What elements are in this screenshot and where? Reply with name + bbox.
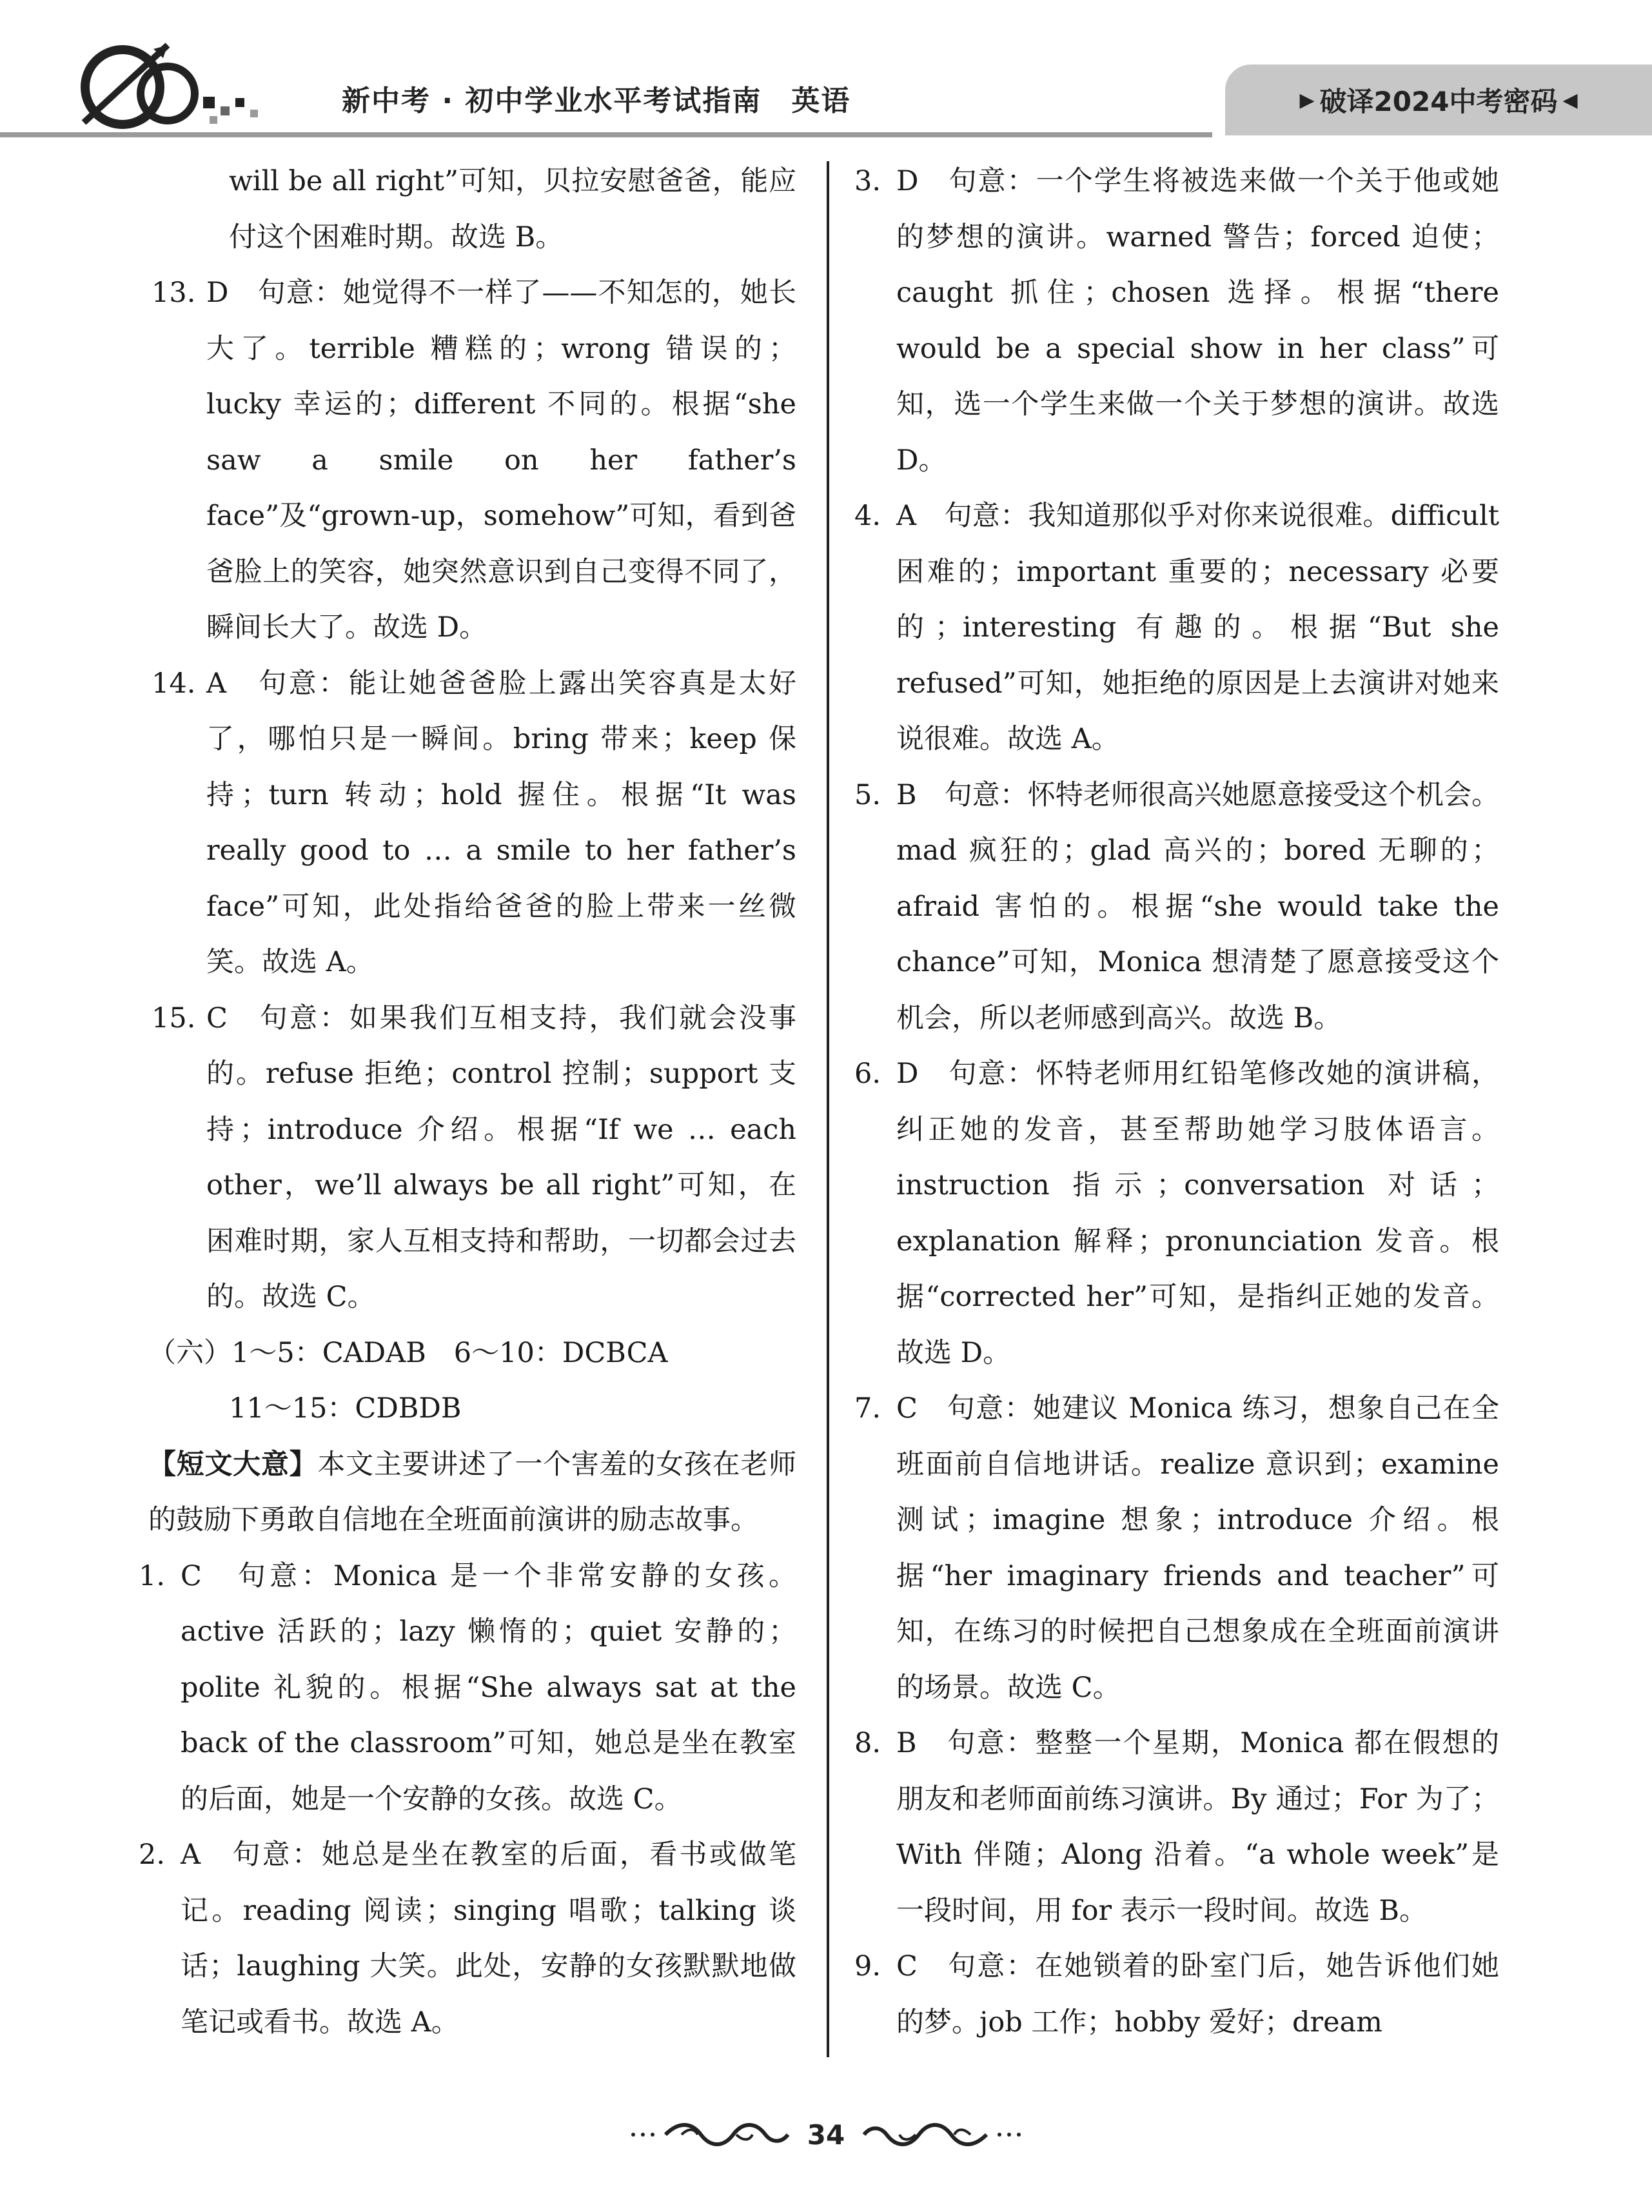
item-number: 13. (152, 277, 196, 309)
item-text: D 句意：怀特老师用红铅笔修改她的演讲稿，纠正她的发音，甚至帮助她学习肢体语言。instruction 指示；conversation 对话；explanation 解释；pronunciation 发音。根据“corrected her”可知，是指纠正她的发音。故选 D。 (896, 1058, 1499, 1369)
item-text: A 句意：能让她爸爸脸上露出笑容真是太好了，哪怕只是一瞬间。bring 带来；keep 保持；turn 转动；hold 握住。根据“It was really good to … a smile to her father’s face”可知，此处指给爸爸的脸上带来一丝微笑。故选 A。 (206, 667, 796, 978)
item-number: 3. (854, 165, 881, 197)
ornament-right-icon (858, 2118, 1025, 2151)
continued-answer-12: will be all right”可知，贝拉安慰爸爸，能应付这个困难时期。故选 B。 (229, 165, 796, 253)
item-number: 14. (152, 667, 196, 700)
header-tab-text: 破译2024中考密码 (1319, 86, 1558, 117)
item-number: 7. (854, 1392, 881, 1425)
answer-item-13 (152, 265, 796, 656)
item-text: B 句意：整整一个星期，Monica 都在假想的朋友和老师面前练习演讲。By 通过；For 为了；With 伴随；Along 沿着。“a whole week”是一段时间，用 for 表示一段时间。故选 B。 (896, 1727, 1499, 1927)
item-text: D 句意：她觉得不一样了——不知怎的，她长大了。terrible 糟糕的；wrong 错误的；lucky 幸运的；different 不同的。根据“she saw a smile on her father’s face”及“grown-up，somehow”可知，看到爸爸脸上的笑容，她突然意识到自己变得不同了，瞬间长大了。故选 D。 (206, 277, 796, 644)
answer-item-3 (854, 153, 1499, 488)
logo-icon (71, 26, 264, 135)
column-divider (827, 161, 829, 2057)
answer-item-6 (854, 1046, 1499, 1381)
item-text: D 句意：一个学生将被选来做一个关于他或她的梦想的演讲。warned 警告；forced 迫使；caught 抓住；chosen 选择。根据“there would be a special show in her class”可知，选一个学生来做一个关于梦想的演讲。故选 D。 (896, 165, 1499, 477)
item-text: C 句意：在她锁着的卧室门后，她告诉他们她的梦。job 工作；hobby 爱好；dream (896, 1950, 1499, 2039)
page-footer (0, 2109, 1652, 2160)
item-number: 9. (854, 1950, 881, 1982)
section-six-answers: （六）1～5：CADAB 6～10：DCBCA (148, 1336, 668, 1369)
item-number: 15. (152, 1002, 196, 1034)
item-number: 8. (854, 1727, 881, 1759)
item-text: A 句意：她总是坐在教室的后面，看书或做笔记。reading 阅读；singing 唱歌；talking 谈话；laughing 大笑。此处，安静的女孩默默地做笔记或看书。故选 A。 (181, 1839, 796, 2039)
item-text: C 句意：Monica 是一个非常安静的女孩。active 活跃的；lazy 懒惰的；quiet 安静的；polite 礼貌的。根据“She always sat at the back of the classroom”可知，她总是坐在教室的后面，她是一个安静的女孩。故选 C。 (181, 1559, 796, 1815)
header-rule (0, 132, 1212, 137)
triangle-left-icon: ◀ (1562, 88, 1578, 112)
section-six-answers-cont: 11～15：CDBDB (229, 1392, 462, 1425)
item-number: 4. (854, 500, 881, 532)
item-text: C 句意：她建议 Monica 练习，想象自己在全班面前自信地讲话。realize 意识到；examine 测试；imagine 想象；introduce 介绍。根据“her imaginary friends and teacher”可知，在练习的时候把自己想象成在全班面前演讲的场景。故选 C。 (896, 1392, 1499, 1704)
item-text: A 句意：我知道那似乎对你来说很难。difficult 困难的；important 重要的；necessary 必要的；interesting 有趣的。根据“But she refused”可知，她拒绝的原因是上去演讲对她来说很难。故选 A。 (896, 500, 1499, 755)
page-number: 34 (807, 2118, 845, 2151)
triangle-right-icon: ▶ (1299, 88, 1315, 112)
page-header (0, 0, 1652, 148)
ornament-left-icon (627, 2118, 794, 2151)
answer-item-5 (854, 767, 1499, 1047)
answer-item-9 (854, 1939, 1499, 2050)
answer-item-1 (139, 1548, 796, 1828)
summary-label: 【短文大意】 (148, 1448, 318, 1481)
answer-item-15 (152, 991, 796, 1325)
answer-item-8 (854, 1715, 1499, 1939)
item-number: 2. (139, 1839, 166, 1871)
book-title: 新中考 · 初中学业水平考试指南 英语 (342, 84, 851, 117)
item-text: C 句意：如果我们互相支持，我们就会没事的。refuse 拒绝；control 控制；support 支持；introduce 介绍。根据“If we … each other，we’ll always be all right”可知，在困难时期，家人互相支持和帮助，一切都会过去的。故选 C。 (206, 1002, 796, 1313)
header-tab (1225, 64, 1652, 135)
right-column (854, 153, 1499, 2050)
answer-item-4 (854, 488, 1499, 767)
summary-paragraph (148, 1437, 796, 1548)
answer-item-2 (139, 1827, 796, 2050)
item-text: B 句意：怀特老师很高兴她愿意接受这个机会。mad 疯狂的；glad 高兴的；bored 无聊的；afraid 害怕的。根据“she would take the chance”可知，Monica 想清楚了愿意接受这个机会，所以老师感到高兴。故选 B。 (896, 778, 1499, 1034)
answer-item-14 (152, 656, 796, 991)
item-number: 1. (139, 1559, 166, 1592)
item-number: 6. (854, 1058, 881, 1090)
left-column (139, 153, 797, 2050)
summary-text: 本文主要讲述了一个害羞的女孩在老师的鼓励下勇敢自信地在全班面前演讲的励志故事。 (148, 1448, 797, 1536)
answer-item-7 (854, 1381, 1499, 1715)
item-number: 5. (854, 778, 881, 811)
